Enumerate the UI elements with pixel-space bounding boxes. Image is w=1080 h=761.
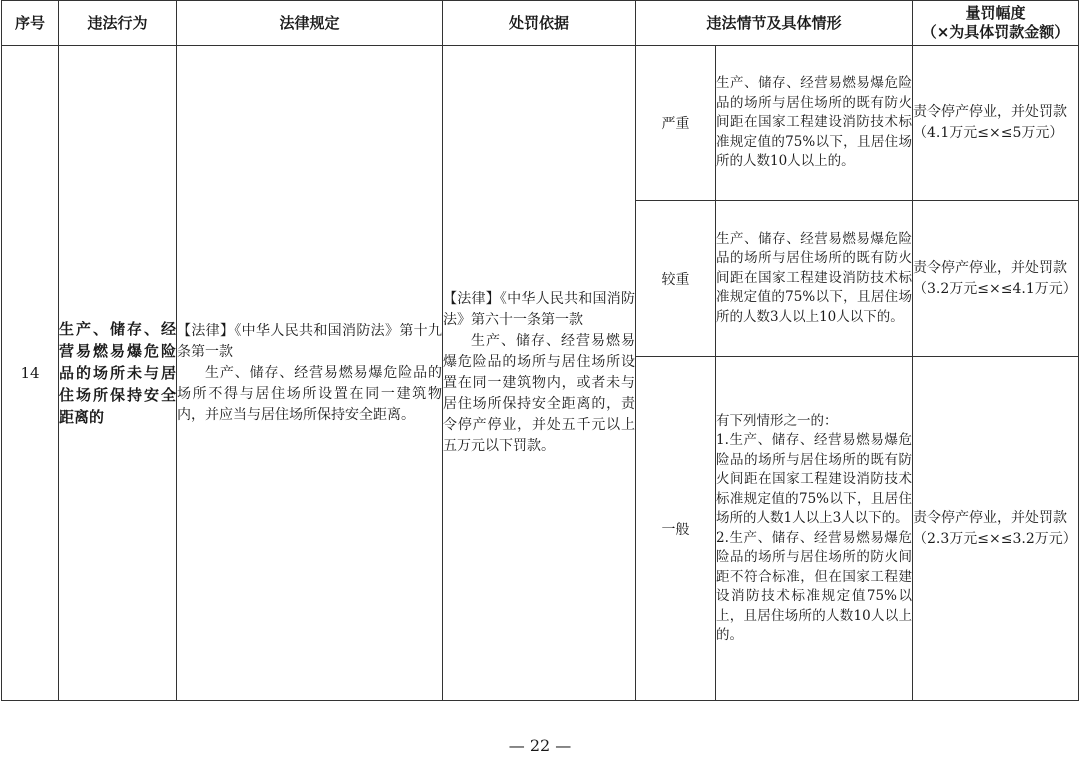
header-basis: 处罚依据: [443, 1, 636, 46]
header-amount-line2: （×为具体罚款金额）: [921, 23, 1070, 41]
circumstance-detail: 生产、储存、经营易燃易爆危险品的场所与居住场所的既有防火间距在国家工程建设消防技术标准规定值的75%以下，且居住场所的人数3人以上10人以下的。: [716, 201, 913, 357]
circumstance-intro: 有下列情形之一的：: [716, 412, 838, 429]
penalty-basis-title: 【法律】《中华人民共和国消防法》第六十一条第一款: [443, 291, 635, 328]
violation-act: 生产、储存、经营易燃易爆危险品的场所未与居住场所保持安全距离的: [59, 46, 177, 701]
circumstance-detail: 生产、储存、经营易燃易爆危险品的场所与居住场所的既有防火间距在国家工程建设消防技术标准规定值的75%以下，且居住场所的人数10人以上的。: [716, 46, 913, 201]
penalty-basis: [443, 46, 636, 701]
penalty-amount: 责令停产停业，并处罚款（2.3万元≤×≤3.2万元）: [913, 357, 1079, 701]
severity-label: 较重: [636, 201, 716, 357]
header-amount: [913, 1, 1079, 46]
header-law: 法律规定: [177, 1, 443, 46]
circumstance-detail: [716, 357, 913, 701]
penalty-amount: 责令停产停业，并处罚款（3.2万元≤×≤4.1万元）: [913, 201, 1079, 357]
legal-provision-text: 生产、储存、经营易燃易爆危险品的场所不得与居住场所设置在同一建筑物内，并应当与居住场所保持安全距离。: [177, 364, 442, 423]
row-number: 14: [2, 46, 59, 701]
severity-label: 严重: [636, 46, 716, 201]
header-circumstances: 违法情节及具体情形: [636, 1, 913, 46]
circumstance-item-1: 1.生产、储存、经营易燃易爆危险品的场所与居住场所的既有防火间距在国家工程建设消防技术标准规定值的75%以下，且居住场所的人数1人以上3人以下的。: [716, 432, 913, 526]
header-no: 序号: [2, 1, 59, 46]
legal-provision: [177, 46, 443, 701]
header-act: 违法行为: [59, 1, 177, 46]
legal-provision-title: 【法律】《中华人民共和国消防法》第十九条第一款: [177, 322, 442, 360]
table-row-severe: [2, 46, 1079, 201]
penalty-amount: 责令停产停业，并处罚款（4.1万元≤×≤5万元）: [913, 46, 1079, 201]
header-amount-line1: 量罚幅度: [965, 4, 1026, 22]
page-number: — 22 —: [508, 736, 572, 755]
header-row: [2, 1, 1079, 46]
penalty-table: [1, 0, 1079, 701]
severity-label: 一般: [636, 357, 716, 701]
circumstance-item-2: 2.生产、储存、经营易燃易爆危险品的场所与居住场所的防火间距不符合标准，但在国家工程建设消防技术标准规定值75%以上，且居住场所的人数10人以上的。: [716, 529, 913, 643]
penalty-basis-text: 生产、储存、经营易燃易爆危险品的场所与居住场所设置在同一建筑物内，或者未与居住场所保持安全距离的，责令停产停业，并处五千元以上五万元以下罚款。: [443, 333, 635, 454]
